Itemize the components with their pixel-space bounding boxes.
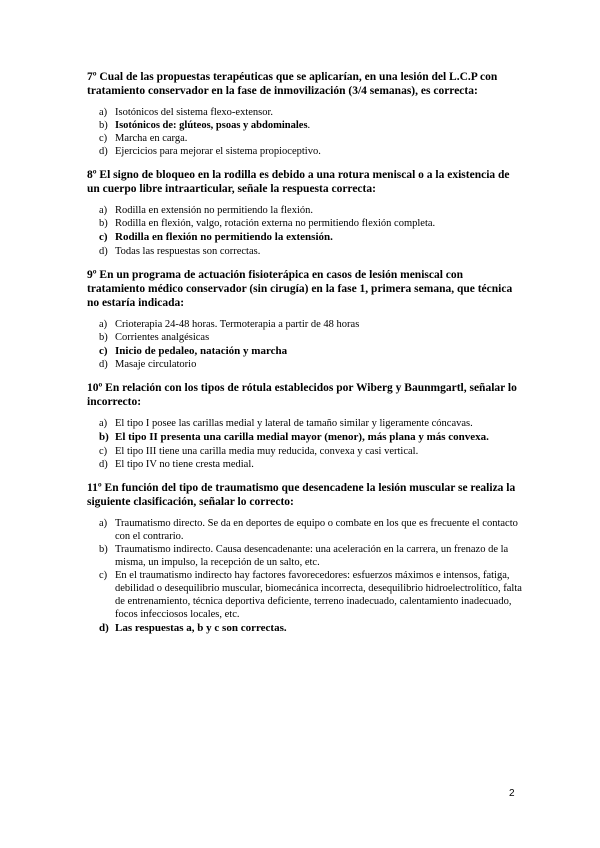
option-c [87,569,523,621]
option-a [87,417,523,430]
question-7 [87,70,523,158]
option-letter: c) [99,344,108,357]
question-title: 10º En relación con los tipos de rótula establecidos por Wiberg y Baunmgartl, señalar lo incorrecto: [87,382,517,408]
option-letter: c) [99,569,108,581]
question-8 [87,168,523,258]
option-letter: a) [99,517,108,529]
option-letter: a) [99,318,108,330]
option-a [87,204,523,217]
page-number: 2 [509,788,515,799]
option-d [87,458,523,471]
option-text: Traumatismo directo. Se da en deportes de equipo o combate en los que es frecuente el contacto con el contrario. [115,517,518,542]
option-text: Crioterapia 24-48 horas. Termoterapia a partir de 48 horas [115,318,360,330]
option-text: Traumatismo indirecto. Causa desencadenante: una aceleración en la carrera, un frenazo de la misma, un impulso, la recepción de un salto, etc. [115,543,509,568]
question-title: 8º El signo de bloqueo en la rodilla es debido a una rotura meniscal o a la existencia de un cuerpo libre intraarticular, señale la respuesta correcta: [87,169,510,195]
option-a [87,318,523,331]
question-11 [87,481,523,636]
option-list [87,417,523,471]
option-text: Isotónicos del sistema flexo-extensor. [115,107,274,118]
option-letter: d) [99,621,109,634]
option-b [87,217,523,230]
option-bold-text: Rodilla en flexión no permitiendo la extensión. [115,231,333,243]
questions-container [87,70,523,645]
option-bold-text: El tipo II presenta una carilla medial mayor (menor), más plana y más convexa. [115,431,489,443]
option-text: Corrientes analgésicas [115,331,210,343]
option-letter: c) [99,231,108,243]
option-b [87,119,523,132]
question-title: 9º En un programa de actuación fisioterápica en casos de lesión meniscal con tratamiento médico conservador (sin cirugía) en la fase 1, primera semana, que técnica no estaría indicada: [87,268,513,309]
option-d [87,145,523,158]
option-letter: c) [99,133,108,144]
option-list [87,204,523,258]
option-bold-text: Inicio de pedaleo, natación y marcha [115,344,288,357]
option-list [87,106,523,158]
question-title: 7º Cual de las propuestas terapéuticas que se aplicarían, en una lesión del L.C.P con tratamiento conservador en la fase de inmovilización (3/4 semanas), es correcta: [87,71,498,97]
option-letter: d) [99,245,108,257]
option-letter: b) [99,120,108,131]
question-title: 11º En función del tipo de traumatismo que desencadene la lesión muscular se realiza la siguiente clasificación, señalar lo correcto: [87,481,516,508]
option-c [87,445,523,458]
option-text: Marcha en carga. [115,133,188,144]
option-letter: b) [99,331,108,343]
option-letter: b) [99,218,108,229]
option-letter: b) [99,543,108,555]
option-text: El tipo IV no tiene cresta medial. [115,458,254,470]
option-c [87,132,523,145]
option-list [87,517,523,636]
option-letter: d) [99,359,108,370]
option-suffix: . [307,120,311,131]
option-letter: a) [99,418,108,429]
option-c [87,231,523,245]
option-text: En el traumatismo indirecto hay factores favorecedores: esfuerzos máximos e intensos, fatiga, debilidad o desequilibrio muscular, biomecánica incorrecta, desequilibrio hidroelectrolítico, falta de entrenamiento, técnica deportiva deficiente, terreno inadecuado, calentamiento inadecuado, focos infecciosos locales, etc. [115,569,522,620]
option-c [87,345,523,359]
option-bold-text: Las respuestas a, b y c son correctas. [115,621,287,634]
option-a [87,517,523,543]
option-letter: a) [99,107,108,118]
option-letter: d) [99,458,108,470]
option-text: Todas las respuestas son correctas. [115,245,261,257]
option-text: El tipo III tiene una carilla media muy reducida, convexa y casi vertical. [115,445,419,457]
option-b [87,431,523,445]
option-d [87,358,523,371]
option-bold-text: Isotónicos de: glúteos, psoas y abdominales [115,120,308,131]
option-list [87,318,523,372]
option-text: Masaje circulatorio [115,359,197,370]
question-9 [87,268,523,372]
option-a [87,106,523,119]
option-letter: b) [99,431,109,443]
option-b [87,331,523,344]
option-text: El tipo I posee las carillas medial y lateral de tamaño similar y ligeramente cóncavas. [115,418,473,429]
question-10 [87,381,523,471]
option-text: Rodilla en extensión no permitiendo la flexión. [115,205,313,216]
option-d [87,622,523,636]
option-text: Rodilla en flexión, valgo, rotación externa no permitiendo flexión completa. [115,218,436,229]
option-d [87,245,523,258]
option-letter: a) [99,205,108,216]
option-b [87,543,523,569]
option-letter: d) [99,146,108,157]
option-text: Ejercicios para mejorar el sistema propioceptivo. [115,146,321,157]
option-letter: c) [99,445,108,457]
